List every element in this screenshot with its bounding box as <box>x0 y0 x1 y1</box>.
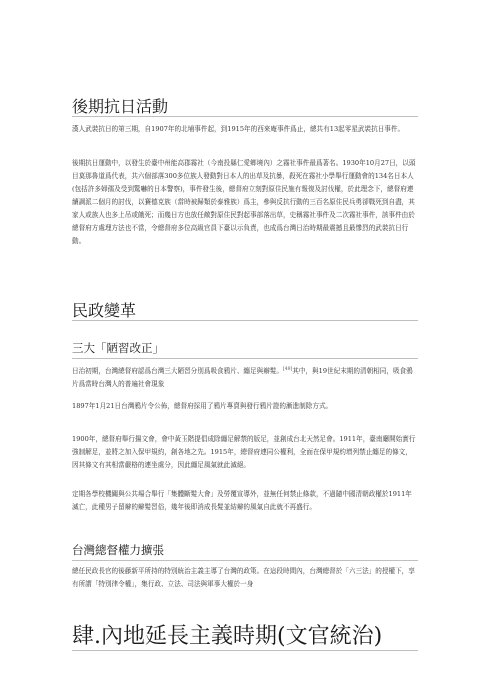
subsection-heading-governor-power: 台灣總督權力擴張 <box>72 543 164 557</box>
paragraph-text: 其中，與19世紀末期的清朝相同，吸食鴉片爲當時台灣人的普遍社會現象 <box>72 367 413 388</box>
paragraph-text: 日治初期，台灣總督府認爲台灣三大陋習分別爲吸食鴉片、纏足與辮髮。 <box>72 367 283 375</box>
subsection-divider <box>72 358 418 359</box>
subsection-divider <box>72 560 418 561</box>
section-heading-civil-reform: 民政變革 <box>72 301 137 320</box>
section-divider <box>72 650 418 651</box>
section-heading-anti-japanese: 後期抗日活動 <box>72 97 169 116</box>
paragraph-three-customs <box>72 365 418 391</box>
paragraph-opium: 1897年1月21日台灣鴉片令公佈，總督府採用了鴉片專賣與發行鴉片證的漸進制除方式。 <box>72 402 333 410</box>
paragraph-queue: 定期各學校機關與公共場合舉行「集體斷髮大會」及勞覆宣導外，並無任何禁止條款，不過隨中國清朝政權於1911年滅亡，此種男子留辮的辮髮習俗，幾年後即消成長髮並結辮的風氣自此就不再盛行。 <box>72 490 412 511</box>
paragraph-foot-binding: 1900年，總督府舉行揚文會，會中黃玉階提倡成除纏足解禁的版足，並創成台北天然足會。1911年，臺南廳開始實行強制解足，並將之加入保甲規約，創各地之先。1915年，總督府連同公權利，全面在保甲規約增列禁止纏足的條文，因其條文有其相當嚴格的連坐處分，因此纏足風氣就此滅絕。 <box>72 435 416 469</box>
paragraph: 漢人武裝抗日的第三期，自1907年的北埔事件起，到1915年的西來庵事件爲止，總共有13起零星武裝抗日事件。 <box>72 125 405 133</box>
citation-link[interactable]: [49] <box>283 366 293 372</box>
paragraph-governor: 總任民政長官的後藤新平所持的特別統治主義主導了台灣的政策。在這段時間內，台灣總督於「六三法」的授權下，享有所謂「特別律令權」，集行政、立法、司法與軍事大權於一身 <box>72 567 415 588</box>
subsection-heading-customs: 三大「陋習改正」 <box>72 341 164 355</box>
section-divider <box>72 320 418 321</box>
section-heading-civil-governance: 肆.內地延長主義時期(文官統治) <box>72 624 383 649</box>
paragraph-wushe-incident: 後期抗日運動中，以發生於臺中州能高郡霧社（今南投縣仁愛鄉境內）之霧社事件最爲著名。1930年10月27日，以頭目莫那魯道爲代表，共六個部落300多位族人發動對日本人的出草及抗暴，殺死在霧社小學舉行運動會的134名日本人(包括許多婦孺及受到驚嚇的日本警察)，事件發生後，總督府立刻對原住民施有報復及討伐權，於此理念下，總督府連續調派二個月的討伐，以賽德克族（當時被歸類於泰雅族）爲主，參與反抗行動的三百名原住民兵勇卻戰死到自盡，其家人或族人也多上吊或餓死；而幾日方也放任敵對原住民對起事部落出草，史稱霧社事件及二次霧社事件，該事件由於總督府方處理方法也不當，令總督府多位高級官員下臺以示負責，也成爲台灣日治時期最震撼且最慘烈的武裝抗日行動。 <box>72 159 416 245</box>
section-divider <box>72 116 418 117</box>
